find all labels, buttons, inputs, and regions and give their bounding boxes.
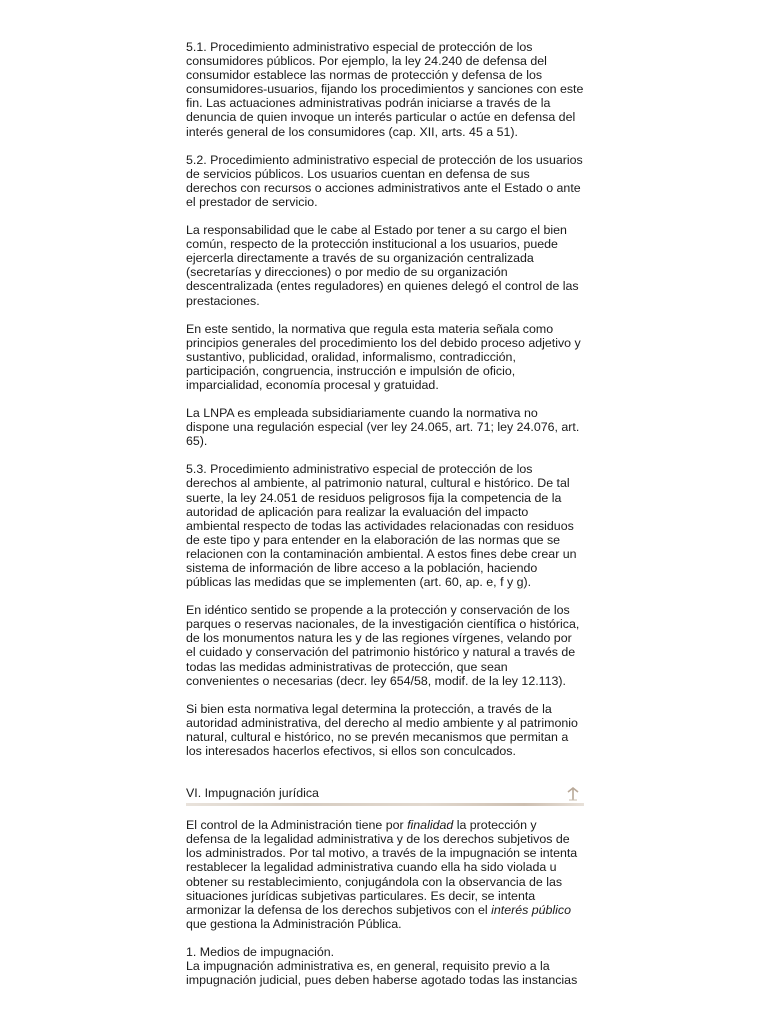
document-body [186,40,584,987]
section-title: VI. Impugnación jurídica [186,786,319,801]
subheading-medios: 1. Medios de impugnación. [186,944,335,959]
paragraph-impugnacion: La impugnación administrativa es, en general, requisito previo a la impugnación judicial, pues deben haberse agotado todas las instancias [186,958,578,988]
paragraph-state-responsibility: La responsabilidad que le cabe al Estado por tener a su cargo el bien común, respecto de la protección institucional a los usuarios, puede ejercerla directamente a través de su organización centralizada (secretarías y direcciones) o por medio de su organización descentralizada (entes reguladores) en quienes delegó el control de las prestaciones. [186,223,579,308]
paragraph-5-2: 5.2. Procedimiento administrativo especial de protección de los usuarios de servicios públicos. Los usuarios cuentan en defensa de sus derechos con recursos o acciones administrativos ante el Estado o ante el prestador de servicio. [186,152,583,209]
paragraph-no-mechanisms: Si bien esta normativa legal determina la protección, a través de la autoridad administrativa, del derecho al medio ambiente y al patrimonio natural, cultural e histórico, no se prevén mecanismos que permitan a los interesados hacerlos efectivos, si ellos son conculcados. [186,701,578,759]
paragraph-5-1: 5.1. Procedimiento administrativo especial de protección de los consumidores públicos. Por ejemplo, la ley 24.240 de defensa del consumidor establece las normas de protección y defensa de los consumidores-usuarios, fijando los procedimientos y sanciones con este fin. Las actuaciones administrativas podrán iniciarse a través de la denuncia de quien invoque un interés particular o actúe en defensa del interés general de los consumidores (cap. XII, arts. 45 a 51). [186,40,584,139]
section-header [186,786,584,808]
section-divider [186,803,584,806]
section-body [186,818,584,987]
paragraph-general-principles: En este sentido, la normativa que regula esta materia señala como principios generales del procedimiento los del debido proceso adjetivo y sustantivo, publicidad, oralidad, informalismo, contradicción, participación, congruencia, instrucción e impulsión de oficio, imparcialidad, economía procesal y gratuidad. [186,321,581,392]
back-to-top-link[interactable] [564,786,582,802]
paragraph-control-intro: El control de la Administración tiene por finalidad la protección y defensa de la legalidad administrativa y de los derechos subjetivos de los administrados. Por tal motivo, a través de la impugnación se intenta restablecer la legalidad administrativa cuando ella ha sido violada u obtener su restablecimiento, conjugándola con la observancia de las situaciones jurídicas subjetivas particulares. Es decir, se intenta armonizar la defensa de los derechos subjetivos con el interés público que gestiona la Administración Pública. [186,818,578,931]
paragraph-lnpa: La LNPA es empleada subsidiariamente cuando la normativa no dispone una regulación especial (ver ley 24.065, art. 71; ley 24.076, art. 65). [186,406,580,449]
emphasis-interes-publico: interés público [491,902,572,917]
arrow-up-icon [565,786,581,802]
paragraph-5-3: 5.3. Procedimiento administrativo especial de protección de los derechos al ambiente, al patrimonio natural, cultural e histórico. De tal suerte, la ley 24.051 de residuos peligrosos fija la competencia de la autoridad de aplicación para realizar la evaluación del impacto ambiental respecto de todas las actividades relacionadas con residuos de este tipo y para entender en la elaboración de las normas que se relacionen con la contaminación ambiental. A estos fines debe crear un sistema de información de libre acceso a la población, haciendo públicas las medidas que se implementen (art. 60, ap. e, f y g). [186,462,577,590]
emphasis-finalidad: finalidad [407,818,454,833]
paragraph-parks-protection: En idéntico sentido se propende a la protección y conservación de los parques o reservas nacionales, de la investigación científica o histórica, de los monumentos natura les y de las regiones vírgenes, velando por el cuidado y conservación del patrimonio histórico y natural a través de todas las medidas administrativas de protección, que sean convenientes o necesarias (decr. ley 654/58, modif. de la ley 12.113). [186,603,580,688]
